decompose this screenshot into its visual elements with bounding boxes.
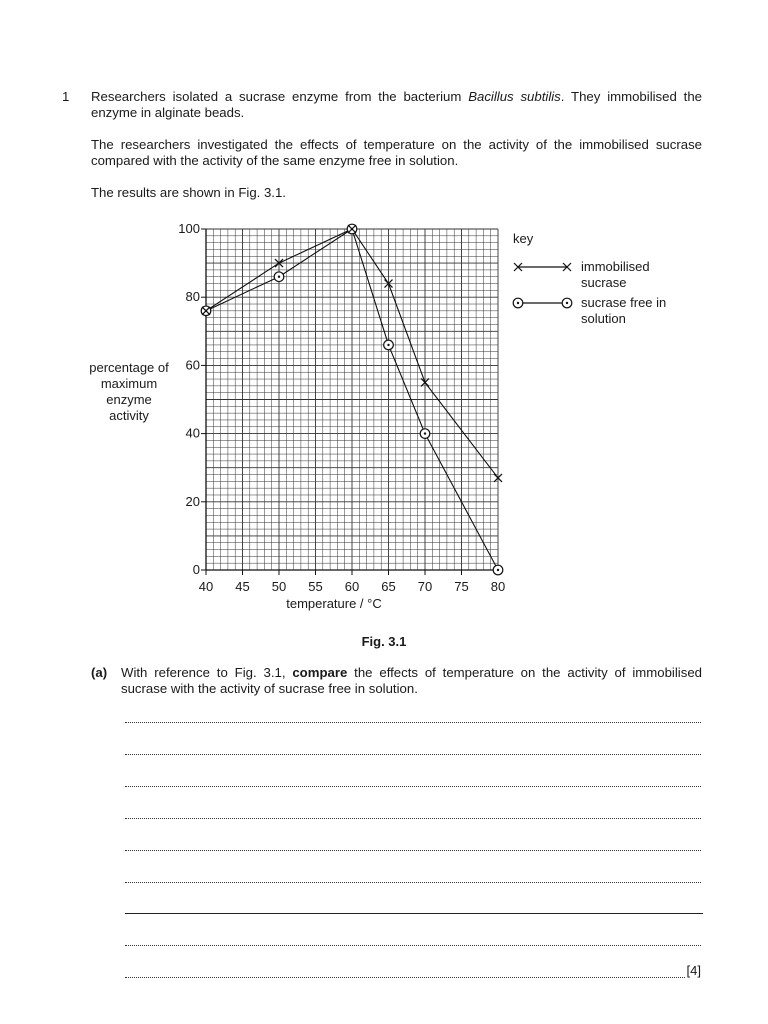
data-point-series-2 <box>384 340 394 350</box>
part-a-text-end: the effects of temperature on the activity of immobilised sucrase with the activity of sucrase free in solution. <box>121 665 702 696</box>
data-point-series-2 <box>274 272 284 282</box>
y-tick-label: 0 <box>192 562 200 577</box>
answer-line-solid[interactable] <box>125 913 703 914</box>
marker-dot <box>566 302 568 304</box>
key-marker <box>513 298 523 308</box>
figure-caption: Fig. 3.1 <box>361 634 407 649</box>
taxon-name: Bacillus subtilis <box>468 89 561 104</box>
part-a-label: (a) <box>91 665 108 680</box>
answer-line-dots <box>125 963 685 978</box>
method-paragraph: The researchers investigated the effects of temperature on the activity of the immobilised sucrase compared with the activity of the same enzyme free in solution. <box>91 137 702 168</box>
marker-dot <box>278 276 280 278</box>
x-tick-label: 65 <box>381 579 396 594</box>
chart-axes <box>201 229 498 575</box>
intro-paragraph <box>91 89 702 121</box>
part-a-text-start: With reference to Fig. 3.1, <box>121 665 293 680</box>
x-tick-label: 80 <box>490 579 506 594</box>
marker-dot <box>387 344 389 346</box>
y-tick-label: 20 <box>185 493 200 509</box>
figure-3-1-chart <box>0 200 768 630</box>
key-label: sucrase <box>581 275 627 290</box>
y-axis-label-line: enzyme <box>106 392 152 407</box>
x-tick-label: 45 <box>235 579 250 594</box>
data-point-series-2 <box>420 429 430 439</box>
x-tick-label: 60 <box>344 579 360 594</box>
answer-line[interactable] <box>125 722 701 723</box>
x-tick-label: 50 <box>271 579 287 594</box>
answer-line[interactable] <box>125 818 701 819</box>
answer-line-last[interactable] <box>125 963 701 978</box>
y-tick-label: 60 <box>185 357 200 373</box>
answer-line[interactable] <box>125 850 701 851</box>
part-a-emphasis: compare <box>292 665 348 680</box>
x-tick-label: 55 <box>308 579 323 594</box>
y-axis-label-line: percentage of <box>89 360 169 375</box>
key-marker <box>562 298 572 308</box>
marker-dot <box>497 569 499 571</box>
answer-line[interactable] <box>125 754 701 755</box>
answer-line[interactable] <box>125 945 701 946</box>
results-paragraph: The results are shown in Fig. 3.1. <box>91 185 286 200</box>
answer-line[interactable] <box>125 786 701 787</box>
y-tick-label: 40 <box>185 425 200 441</box>
marker-dot <box>517 302 519 304</box>
x-tick-label: 75 <box>454 579 469 594</box>
marker-dot <box>424 432 426 434</box>
marks-allocation: [4] <box>686 963 701 978</box>
data-point-series-2 <box>493 565 503 575</box>
question-number: 1 <box>62 89 70 104</box>
key-label: sucrase free in <box>581 295 667 310</box>
part-a-question <box>121 665 702 697</box>
y-tick-label: 100 <box>178 221 200 236</box>
key-title: key <box>513 231 534 246</box>
x-tick-label: 70 <box>417 579 433 594</box>
y-axis-label-line: activity <box>109 408 149 423</box>
chart-labels <box>89 221 505 611</box>
answer-line[interactable] <box>125 882 701 883</box>
intro-text-end: . They immobilised the enzyme in alginate beads. <box>91 89 702 120</box>
chart-key <box>513 231 666 326</box>
x-tick-label: 40 <box>198 579 214 594</box>
intro-text-start: Researchers isolated a sucrase enzyme from the bacterium <box>91 89 469 104</box>
x-axis-label: temperature / °C <box>286 596 382 611</box>
chart-grid <box>206 229 498 570</box>
y-tick-label: 80 <box>185 289 200 305</box>
y-axis-label-line: maximum <box>100 376 158 391</box>
key-label: solution <box>581 311 626 326</box>
key-label: immobilised <box>581 259 650 274</box>
